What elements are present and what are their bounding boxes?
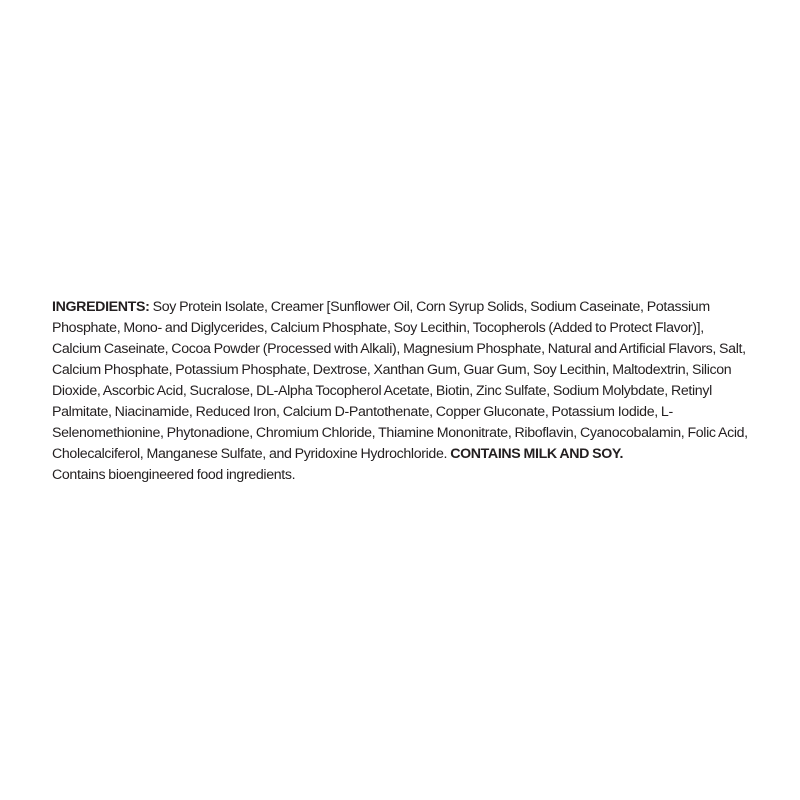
ingredients-heading: INGREDIENTS:	[52, 299, 150, 315]
allergen-statement: CONTAINS MILK AND SOY.	[450, 446, 624, 462]
ingredients-list: Soy Protein Isolate, Creamer [Sunflower Oil, Corn Syrup Solids, Sodium Caseinate, Potassium Phosphate, Mono- and Diglycerides, Calcium Phosphate, Soy Lecithin, Tocopherols (Added to Protect Flavor)], Calcium Caseinate, Cocoa Powder (Processed with Alkali), Magnesium Phosphate, Natural and Artificial Flavors, Salt, Calcium Phosphate, Potassium Phosphate, Dextrose, Xanthan Gum, Guar Gum, Soy Lecithin, Maltodextrin, Silicon Dioxide, Ascorbic Acid, Sucralose, DL-Alpha Tocopherol Acetate, Biotin, Zinc Sulfate, Sodium Molybdate, Retinyl Palmitate, Niacinamide, Reduced Iron, Calcium D-Pantothenate, Copper Gluconate, Potassium Iodide, L-Selenomethionine, Phytonadione, Chromium Chloride, Thiamine Mononitrate, Riboflavin, Cyanocobalamin, Folic Acid, Cholecalciferol, Manganese Sulfate, and Pyridoxine Hydrochloride.	[52, 299, 748, 462]
ingredients-label	[52, 297, 752, 486]
ingredients-paragraph	[52, 297, 752, 465]
bioengineered-statement: Contains bioengineered food ingredients.	[52, 467, 296, 483]
